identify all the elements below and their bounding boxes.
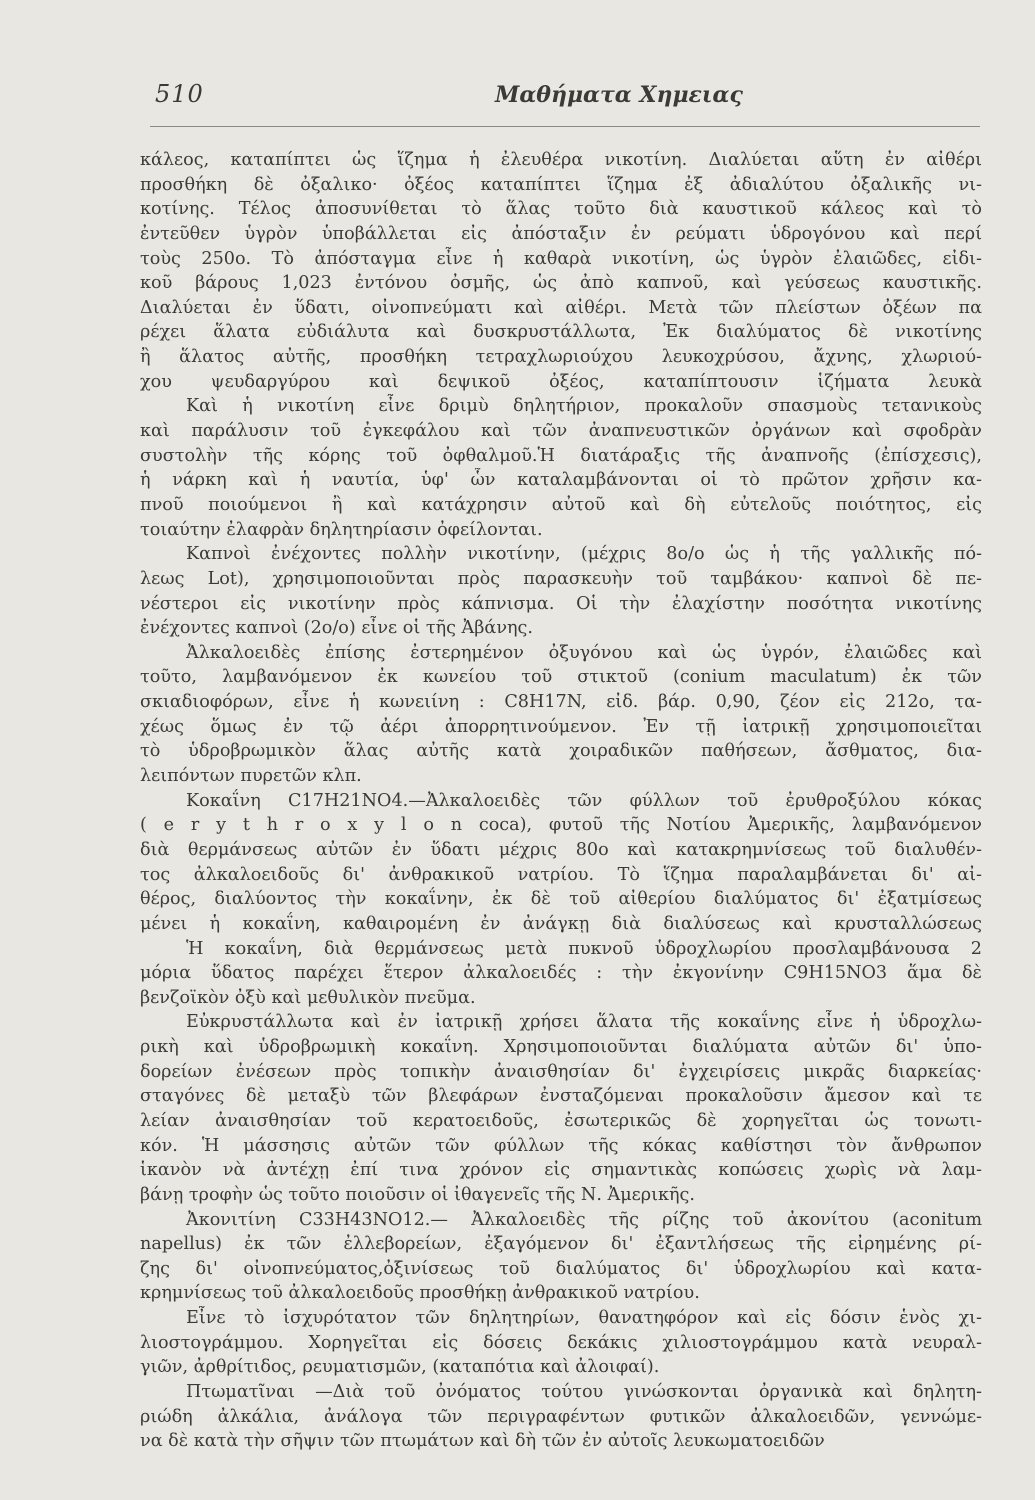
- text-line: μένει ἡ κοκαΐνη, καθαιρομένη ἐν ἀνάγκῃ διὰ διαλύσεως καὶ κρυσταλλώσεως: [140, 913, 982, 934]
- text-line: νέστεροι εἰς νικοτίνην πρὸς κάπνισμα. Οἱ τὴν ἐλαχίστην ποσότητα νικοτίνης: [140, 593, 982, 614]
- text-line: χου ψευδαργύρου καὶ δεψικοῦ ὀξέος, καταπίπτουσιν ἱζήματα λευκὰ: [140, 371, 982, 392]
- text-line: ἡ νάρκη καὶ ἡ ναυτία, ὑφ' ὧν καταλαμβάνονται οἱ τὸ πρῶτον χρῆσιν κα-: [140, 470, 982, 491]
- text-line: λεως Lot), χρησιμοποιοῦνται πρὸς παρασκευὴν τοῦ ταμβάκου· καπνοὶ δὲ πε-: [140, 568, 982, 589]
- text-line: ζης δι' οἰνοπνεύματος,ὀξινίσεως τοῦ διαλύματος δι' ὑδροχλωρίου καὶ κατα-: [140, 1258, 982, 1279]
- text-line: ρικὴ καὶ ὑδροβρωμικὴ κοκαΐνη. Χρησιμοποιοῦνται διαλύματα αὐτῶν δι' ὑπο-: [140, 1037, 982, 1058]
- text-line: Εὐκρυστάλλωτα καὶ ἐν ἰατρικῇ χρήσει ἅλατα τῆς κοκαΐνης εἶνε ἡ ὑδροχλω-: [186, 1012, 982, 1033]
- text-line: προσθήκη δὲ ὀξαλικο· ὀξέος καταπίπτει ἵζημα ἐξ ἀδιαλύτου ὀξαλικῆς νι-: [140, 174, 982, 195]
- page-number: 510: [155, 80, 204, 108]
- text-line: κρημνίσεως τοῦ ἀλκαλοειδοῦς προσθήκῃ ἀνθρακικοῦ νατρίου.: [140, 1283, 700, 1304]
- text-line: napellus) ἐκ τῶν ἐλλεβορείων, ἐξαγόμενον δι' ἐξαντλήσεως τῆς εἰρημένης ρί-: [140, 1234, 982, 1255]
- text-line: μόρια ὕδατος παρέχει ἕτερον ἀλκαλοειδές : τὴν ἐκγονίνην C9H15NO3 ἅμα δὲ: [140, 963, 982, 984]
- text-line: δορείων ἐνέσεων πρὸς τοπικὴν ἀναισθησίαν δι' ἐγχειρίσεις μικρᾶς διαρκείας·: [140, 1061, 982, 1082]
- text-line: να δὲ κατὰ τὴν σῆψιν τῶν πτωμάτων καὶ δὴ τῶν ἐν αὐτοῖς λευκωματοειδῶν: [140, 1431, 825, 1452]
- text-line: τοιαύτην ἐλαφρὰν δηλητηρίασιν ὀφείλονται.: [140, 519, 543, 540]
- text-line: Εἶνε τὸ ἰσχυρότατον τῶν δηλητηρίων, θανατηφόρον καὶ εἰς δόσιν ἑνὸς χι-: [186, 1308, 982, 1329]
- text-line: ( e r y t h r o x y l o n coca), φυτοῦ τῆς Νοτίου Ἀμερικῆς, λαμβανόμενον: [140, 815, 982, 836]
- text-line: ἱκανὸν νὰ ἀντέχῃ ἐπί τινα χρόνον εἰς σημαντικὰς κοπώσεις χωρὶς νὰ λαμ-: [140, 1160, 982, 1181]
- text-line: χέως ὅμως ἐν τῷ ἀέρι ἀπορρητινούμενον. Ἐν τῇ ἰατρικῇ χρησιμοποιεῖται: [140, 716, 982, 737]
- text-line: Διαλύεται ἐν ὕδατι, οἰνοπνεύματι καὶ αἰθέρι. Μετὰ τῶν πλείστων ὀξέων πα: [140, 297, 982, 318]
- text-line: σταγόνες δὲ μεταξὺ τῶν βλεφάρων ἐνσταζόμεναι προκαλοῦσιν ἄμεσον καὶ τε: [140, 1086, 982, 1107]
- header-rule: [150, 126, 980, 127]
- text-line: θέρος, διαλύοντος τὴν κοκαΐνην, ἐκ δὲ τοῦ αἰθερίου διαλύματος δι' ἐξατμίσεως: [140, 889, 982, 910]
- text-line: ἢ ἅλατος αὐτῆς, προσθήκη τετραχλωριούχου λευκοχρύσου, ἄχνης, χλωριού-: [140, 347, 982, 368]
- text-line: κάλεος, καταπίπτει ὡς ἵζημα ἡ ἐλευθέρα νικοτίνη. Διαλύεται αὕτη ἐν αἰθέρι: [140, 150, 982, 170]
- text-line: πνοῦ ποιούμενοι ἢ καὶ κατάχρησιν αὐτοῦ καὶ δὴ εὐτελοῦς ποιότητος, εἰς: [140, 494, 982, 515]
- body-text: [140, 148, 982, 1454]
- text-line: διὰ θερμάνσεως αὐτῶν ἐν ὕδατι μέχρις 80ο καὶ κατακρημνίσεως τοῦ διαλυθέν-: [140, 839, 982, 860]
- text-line: Ἀλκαλοειδὲς ἐπίσης ἐστερημένον ὀξυγόνου καὶ ὡς ὑγρόν, ἐλαιῶδες καὶ: [186, 642, 982, 663]
- text-line: ριώδη ἀλκάλια, ἀνάλογα τῶν περιγραφέντων φυτικῶν ἀλκαλοειδῶν, γεννώμε-: [140, 1406, 982, 1427]
- text-line: Καὶ ἡ νικοτίνη εἶνε δριμὺ δηλητήριον, προκαλοῦν σπασμοὺς τετανικοὺς: [186, 396, 982, 417]
- text-line: τος ἀλκαλοειδοῦς δι' ἀνθρακικοῦ νατρίου. Τὸ ἵζημα παραλαμβάνεται δι' αἰ-: [140, 864, 982, 885]
- text-line: σκιαδιοφόρων, εἶνε ἡ κωνειίνη : C8H17N, εἰδ. βάρ. 0,90, ζέον εἰς 212ο, τα-: [140, 692, 982, 713]
- text-line: κοῦ βάρους 1,023 ἐντόνου ὀσμῆς, ὡς ἀπὸ καπνοῦ, καὶ γεύσεως καυστικῆς.: [140, 273, 982, 294]
- text-line: Ἀκονιτίνη C33H43NO12.— Ἀλκαλοειδὲς τῆς ρίζης τοῦ ἀκονίτου (aconitum: [186, 1209, 982, 1230]
- text-line: τοῦτο, λαμβανόμενον ἐκ κωνείου τοῦ στικτοῦ (conium maculatum) ἐκ τῶν: [140, 667, 982, 688]
- text-line: τοὺς 250ο. Τὸ ἀπόσταγμα εἶνε ἡ καθαρὰ νικοτίνη, ὡς ὑγρὸν ἐλαιῶδες, εἰδι-: [140, 248, 982, 269]
- text-line: Ἡ κοκαΐνη, διὰ θερμάνσεως μετὰ πυκνοῦ ὑδροχλωρίου προσλαμβάνουσα 2: [186, 938, 982, 959]
- text-line: Πτωματῖναι —Διὰ τοῦ ὀνόματος τούτου γινώσκονται ὀργανικὰ καὶ δηλητη-: [186, 1382, 982, 1403]
- text-line: βενζοϊκὸν ὀξὺ καὶ μεθυλικὸν πνεῦμα.: [140, 987, 476, 1008]
- text-line: συστολὴν τῆς κόρης τοῦ ὀφθαλμοῦ.Ἡ διατάραξις τῆς ἀναπνοῆς (ἐπίσχεσις),: [140, 445, 982, 466]
- text-line: κόν. Ἡ μάσσησις αὐτῶν τῶν φύλλων τῆς κόκας καθίστησι τὸν ἄνθρωπον: [140, 1135, 982, 1156]
- text-line: Κοκαΐνη C17H21NO4.—Ἀλκαλοειδὲς τῶν φύλλων τοῦ ἐρυθροξύλου κόκας: [186, 790, 982, 811]
- running-title: Μαθήματα Χημειας: [495, 82, 743, 108]
- text-line: λείαν ἀναισθησίαν τοῦ κερατοειδοῦς, ἐσωτερικῶς δὲ χορηγεῖται ὡς τονωτι-: [140, 1110, 982, 1131]
- page-header: [155, 80, 975, 114]
- text-line: ἐντεῦθεν ὑγρὸν ὑποβάλλεται εἰς ἀπόσταξιν ἐν ρεύματι ὑδρογόνου καὶ περί: [140, 223, 982, 244]
- text-line: τὸ ὑδροβρωμικὸν ἅλας αὐτῆς κατὰ χοιραδικῶν παθήσεων, ἄσθματος, δια-: [140, 741, 982, 762]
- text-line: γιῶν, ἀρθρίτιδος, ρευματισμῶν, (καταπότια καὶ ἀλοιφαί).: [140, 1357, 660, 1378]
- text-line: κοτίνης. Τέλος ἀποσυνίθεται τὸ ἅλας τοῦτο διὰ καυστικοῦ κάλεος καὶ τὸ: [140, 199, 982, 220]
- text-line: ρέχει ἅλατα εὐδιάλυτα καὶ δυσκρυστάλλωτα, Ἐκ διαλύματος δὲ νικοτίνης: [140, 322, 982, 343]
- text-line: λειπόντων πυρετῶν κλπ.: [140, 766, 362, 787]
- text-line: Καπνοὶ ἐνέχοντες πολλὴν νικοτίνην, (μέχρις 8ο/ο ὡς ἡ τῆς γαλλικῆς πό-: [186, 544, 982, 565]
- text-line: καὶ παράλυσιν τοῦ ἐγκεφάλου καὶ τῶν ἀναπνευστικῶν ὀργάνων καὶ σφοδρὰν: [140, 421, 982, 442]
- text-line: λιοστογράμμου. Χορηγεῖται εἰς δόσεις δεκάκις χιλιοστογράμμου κατὰ νευραλ-: [140, 1332, 982, 1353]
- text-line: ἐνέχοντες καπνοὶ (2ο/ο) εἶνε οἱ τῆς Ἀβάνης.: [140, 618, 533, 639]
- text-line: βάνῃ τροφὴν ὡς τοῦτο ποιοῦσιν οἱ ἰθαγενεῖς τῆς Ν. Ἀμερικῆς.: [140, 1184, 695, 1205]
